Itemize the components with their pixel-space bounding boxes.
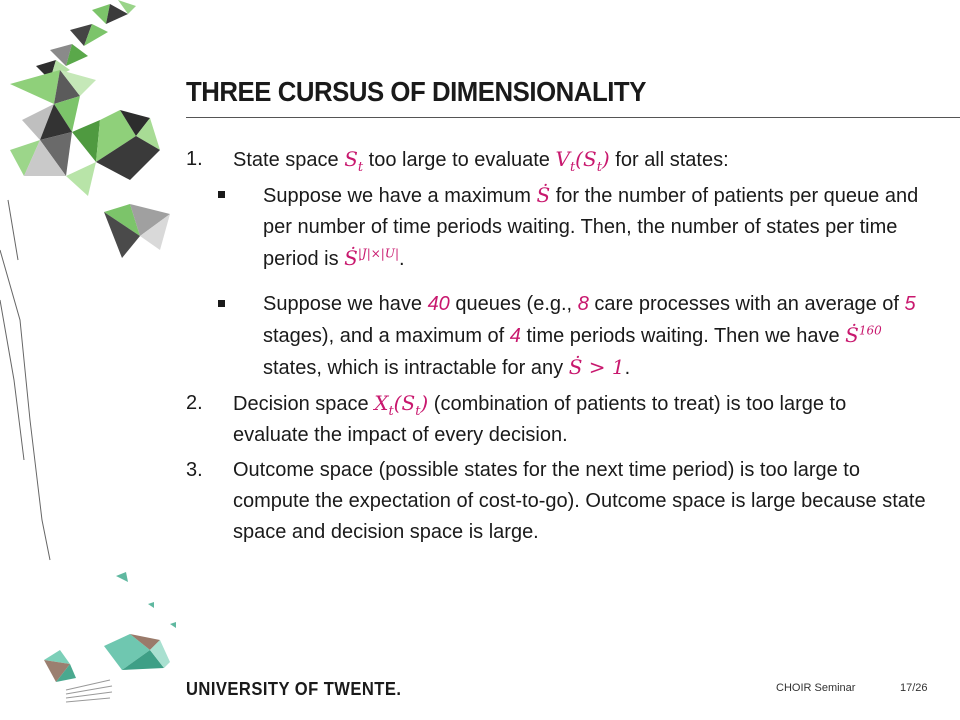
crystal-cluster-bottom xyxy=(44,572,176,682)
math-max-s-condition: S > 1 xyxy=(568,355,625,379)
math-max-s: S xyxy=(536,183,551,207)
list-item-1: 1. State space $S_t$ too large to evaluate $V_t(S_t)$ for all states: xyxy=(186,144,926,176)
list-item-2: 2. Decision space $X_t(S_t)$ (combination of patients to treat) is too large to evaluate the impact of every decision. xyxy=(186,388,926,451)
math-state-count: $S^{|J|\times|U|}$ xyxy=(344,246,400,270)
sub-bullet-2: Suppose we have 40 queues (e.g., 8 care processes with an average of 5 stages), and a maximum of 4 time periods waiting. Then we have $S^{160}$ states, which is intractable for any S > 1. xyxy=(186,289,926,384)
sub-bullet-1: Suppose we have a maximum S for the number of patients per queue and per number of time periods waiting. Then, the number of states per time period is $S^{|J|\times|U|}$. xyxy=(186,180,926,275)
square-bullet-icon xyxy=(218,191,225,198)
decor-lines-bottom xyxy=(66,680,112,702)
math-state: $S_t$ xyxy=(344,147,364,175)
title-divider xyxy=(186,117,960,118)
page-number: 17/26 xyxy=(900,682,928,694)
list-item-3: 3. Outcome space (possible states for the next time period) is too large to compute the expectation of cost-to-go). Outcome space is large because state space and decision space is large. xyxy=(186,455,926,548)
item-number: 3. xyxy=(186,459,203,481)
university-logo: UNIVERSITY OF TWENTE. xyxy=(186,679,402,699)
math-value-function: $V_t(S_t)$ xyxy=(555,147,610,175)
slide-title: THREE CURSUS OF DIMENSIONALITY xyxy=(186,76,646,107)
crystal-cluster-top xyxy=(10,0,170,258)
math-decision-space: $X_t(S_t)$ xyxy=(374,391,429,419)
footer-seminar: CHOIR Seminar xyxy=(776,682,856,694)
decor-lines xyxy=(0,200,50,560)
item-number: 1. xyxy=(186,148,203,170)
square-bullet-icon xyxy=(218,300,225,307)
crystal-decoration xyxy=(0,0,180,720)
slide-body xyxy=(186,144,926,548)
math-state-count-160: $S^{160}$ xyxy=(845,323,882,347)
item-number: 2. xyxy=(186,392,203,414)
